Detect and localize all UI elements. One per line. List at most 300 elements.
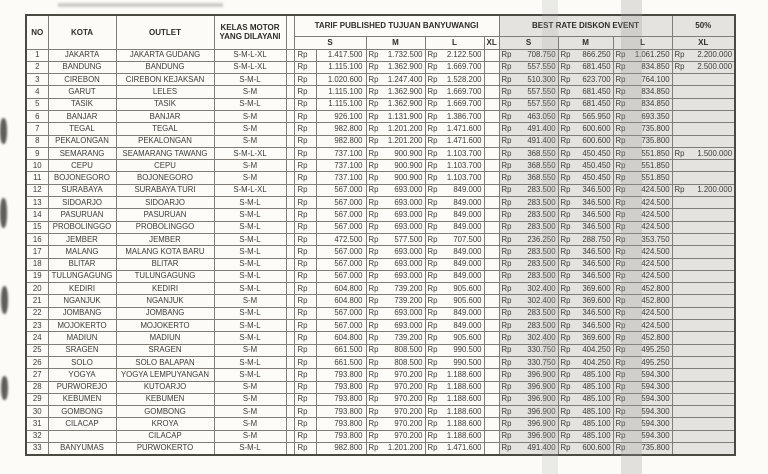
spacer-cell: [286, 110, 294, 122]
amount-value: 557.550: [527, 62, 556, 72]
currency-prefix: Rp: [615, 259, 626, 269]
currency-prefix: Rp: [427, 234, 438, 244]
currency-prefix: Rp: [674, 50, 685, 60]
amount-value: 594.300: [641, 369, 670, 379]
amount-value: 1.188.600: [446, 406, 482, 416]
currency-prefix: Rp: [615, 406, 626, 416]
kota-cell: KEBUMEN: [48, 393, 116, 405]
tarif-s-currency: Rp: [294, 381, 316, 393]
tarif-l-cell: [425, 110, 484, 122]
amount-value: 424.500: [641, 320, 670, 330]
spacer-cell: [286, 233, 294, 245]
amount-value: 1.669.700: [446, 99, 482, 109]
best-rate-s-cell: [499, 295, 558, 307]
currency-prefix: Rp: [560, 443, 571, 453]
amount-value: 424.500: [641, 246, 670, 256]
currency-prefix: Rp: [501, 332, 512, 342]
currency-prefix: Rp: [368, 148, 379, 158]
currency-prefix: Rp: [560, 111, 571, 121]
currency-prefix: Rp: [427, 259, 438, 269]
currency-prefix: Rp: [615, 320, 626, 330]
kota-cell: MADIUN: [48, 332, 116, 344]
currency-prefix: Rp: [368, 357, 379, 367]
currency-prefix: Rp: [501, 271, 512, 281]
best-rate-l-cell: [613, 49, 672, 61]
tarif-l-cell: [425, 381, 484, 393]
currency-prefix: Rp: [501, 431, 512, 441]
amount-value: 450.450: [582, 148, 611, 158]
fifty-percent-xl-cell: [672, 209, 735, 221]
currency-prefix: Rp: [427, 357, 438, 367]
kota-cell: TASIK: [48, 98, 116, 110]
amount-value: 1.201.200: [387, 443, 423, 453]
spacer-cell: [286, 356, 294, 368]
outlet-cell: KROYA: [116, 418, 214, 430]
kelas-motor-cell: S-M: [214, 393, 286, 405]
tarif-l-cell: [425, 356, 484, 368]
best-rate-l-cell: [613, 443, 672, 455]
tarif-s-currency: Rp: [294, 135, 316, 147]
kelas-motor-cell: S-M: [214, 160, 286, 172]
tarif-m-cell: [366, 307, 425, 319]
row-number: 6: [26, 110, 48, 122]
tarif-l-cell: [425, 369, 484, 381]
table-row: [26, 61, 735, 73]
best-rate-m-cell: [558, 110, 613, 122]
table-row: [26, 221, 735, 233]
tarif-s-value: 1.020.600: [316, 74, 366, 86]
tarif-s-value: 793.800: [316, 418, 366, 430]
tarif-xl-cell: [484, 110, 499, 122]
amount-value: 283.500: [527, 210, 556, 219]
tarif-m-cell: [366, 418, 425, 430]
currency-prefix: Rp: [501, 210, 512, 219]
tarif-s-currency: Rp: [294, 369, 316, 381]
col-header-kota: KOTA: [48, 15, 116, 49]
outlet-cell: CILACAP: [116, 430, 214, 442]
tarif-m-cell: [366, 430, 425, 442]
amount-value: 369.600: [582, 283, 611, 293]
tarif-s-value: 604.800: [316, 332, 366, 344]
currency-prefix: Rp: [368, 173, 379, 183]
currency-prefix: Rp: [368, 111, 379, 121]
currency-prefix: Rp: [368, 382, 379, 392]
tarif-xl-cell: [484, 344, 499, 356]
currency-prefix: Rp: [427, 308, 438, 318]
group-header-fifty-percent: 50%: [672, 15, 735, 36]
amount-value: 452.800: [641, 296, 670, 306]
amount-value: 302.400: [527, 283, 556, 293]
tarif-s-value: 1.417.500: [316, 49, 366, 61]
tarif-l-cell: [425, 246, 484, 258]
best-rate-m-cell: [558, 172, 613, 184]
tarif-xl-cell: [484, 209, 499, 221]
table-row: [26, 369, 735, 381]
tarif-s-currency: Rp: [294, 246, 316, 258]
best-rate-l-cell: [613, 135, 672, 147]
tarif-xl-cell: [484, 356, 499, 368]
currency-prefix: Rp: [368, 234, 379, 244]
kelas-motor-cell: S-M-L: [214, 356, 286, 368]
amount-value: 834.850: [641, 87, 670, 97]
best-rate-l-cell: [613, 246, 672, 258]
row-number: 24: [26, 332, 48, 344]
amount-value: 970.200: [394, 431, 423, 441]
tarif-m-cell: [366, 160, 425, 172]
kelas-motor-cell: S-M-L-XL: [214, 61, 286, 73]
amount-value: 1.500.000: [697, 148, 733, 158]
currency-prefix: Rp: [501, 296, 512, 306]
currency-prefix: Rp: [368, 136, 379, 146]
outlet-cell: PASURUAN: [116, 209, 214, 221]
amount-value: 1.362.900: [387, 99, 423, 109]
amount-value: 424.500: [641, 308, 670, 318]
best-rate-l-cell: [613, 344, 672, 356]
tarif-s-currency: Rp: [294, 344, 316, 356]
best-rate-m-cell: [558, 74, 613, 86]
kelas-motor-cell: S-M-L: [214, 369, 286, 381]
outlet-cell: PEKALONGAN: [116, 135, 214, 147]
amount-value: 1.061.250: [634, 50, 670, 60]
scanned-sheet: [25, 14, 736, 456]
currency-prefix: Rp: [501, 357, 512, 367]
amount-value: 346.500: [582, 185, 611, 195]
best-rate-m-cell: [558, 197, 613, 209]
tarif-m-cell: [366, 233, 425, 245]
subheader-tarif-m: M: [366, 36, 425, 49]
tarif-l-cell: [425, 160, 484, 172]
amount-value: 970.200: [394, 419, 423, 429]
amount-value: 900.900: [394, 148, 423, 158]
amount-value: 693.350: [641, 111, 670, 121]
amount-value: 849.000: [453, 246, 482, 256]
kota-cell: JEMBER: [48, 233, 116, 245]
amount-value: 283.500: [527, 320, 556, 330]
amount-value: 1.188.600: [446, 382, 482, 392]
tarif-m-cell: [366, 246, 425, 258]
spacer-cell: [286, 172, 294, 184]
amount-value: 577.500: [394, 234, 423, 244]
amount-value: 404.250: [582, 345, 611, 355]
tarif-xl-cell: [484, 135, 499, 147]
row-number: 18: [26, 258, 48, 270]
amount-value: 485.100: [582, 419, 611, 429]
tarif-s-currency: Rp: [294, 295, 316, 307]
tarif-s-value: 926.100: [316, 110, 366, 122]
best-rate-m-cell: [558, 270, 613, 282]
amount-value: 424.500: [641, 210, 670, 219]
currency-prefix: Rp: [560, 50, 571, 60]
best-rate-m-cell: [558, 135, 613, 147]
amount-value: 693.000: [394, 259, 423, 269]
currency-prefix: Rp: [427, 332, 438, 342]
amount-value: 764.100: [641, 74, 670, 84]
tarif-l-cell: [425, 123, 484, 135]
tarif-l-cell: [425, 332, 484, 344]
currency-prefix: Rp: [674, 62, 685, 72]
tarif-l-cell: [425, 443, 484, 455]
currency-prefix: Rp: [501, 62, 512, 72]
amount-value: 1.200.000: [697, 185, 733, 195]
fifty-percent-xl-cell: [672, 270, 735, 282]
tarif-m-cell: [366, 406, 425, 418]
currency-prefix: Rp: [368, 210, 379, 219]
amount-value: 368.550: [527, 173, 556, 183]
kota-cell: PASURUAN: [48, 209, 116, 221]
tarif-s-value: 567.000: [316, 270, 366, 282]
tarif-l-cell: [425, 197, 484, 209]
best-rate-s-cell: [499, 110, 558, 122]
amount-value: 557.550: [527, 99, 556, 109]
tarif-s-value: 604.800: [316, 295, 366, 307]
currency-prefix: Rp: [501, 160, 512, 170]
amount-value: 1.103.700: [446, 160, 482, 170]
tarif-s-currency: Rp: [294, 74, 316, 86]
currency-prefix: Rp: [501, 50, 512, 60]
currency-prefix: Rp: [560, 431, 571, 441]
amount-value: 900.900: [394, 173, 423, 183]
row-number: 31: [26, 418, 48, 430]
spacer-cell: [286, 160, 294, 172]
best-rate-l-cell: [613, 418, 672, 430]
amount-value: 739.200: [394, 332, 423, 342]
currency-prefix: Rp: [368, 296, 379, 306]
row-number: 27: [26, 369, 48, 381]
currency-prefix: Rp: [501, 87, 512, 97]
fifty-percent-xl-cell: [672, 406, 735, 418]
currency-prefix: Rp: [427, 419, 438, 429]
currency-prefix: Rp: [501, 136, 512, 146]
row-number: 13: [26, 197, 48, 209]
amount-value: 707.500: [453, 234, 482, 244]
tarif-s-value: 793.800: [316, 430, 366, 442]
row-number: 10: [26, 160, 48, 172]
row-number: 4: [26, 86, 48, 98]
tarif-xl-cell: [484, 283, 499, 295]
currency-prefix: Rp: [615, 50, 626, 60]
amount-value: 396.900: [527, 394, 556, 404]
outlet-cell: MALANG KOTA BARU: [116, 246, 214, 258]
table-row: [26, 418, 735, 430]
kota-cell: BLITAR: [48, 258, 116, 270]
amount-value: 2.122.500: [446, 50, 482, 60]
table-row: [26, 270, 735, 282]
currency-prefix: Rp: [501, 308, 512, 318]
amount-value: 302.400: [527, 296, 556, 306]
amount-value: 834.850: [641, 99, 670, 109]
best-rate-m-cell: [558, 209, 613, 221]
col-header-kelas-motor: KELAS MOTOR YANG DILAYANI: [214, 15, 286, 49]
currency-prefix: Rp: [501, 197, 512, 207]
kelas-motor-cell: S-M: [214, 110, 286, 122]
tarif-l-cell: [425, 172, 484, 184]
spacer-cell: [286, 135, 294, 147]
kota-cell: CEPU: [48, 160, 116, 172]
best-rate-m-cell: [558, 160, 613, 172]
tarif-s-value: 737.100: [316, 172, 366, 184]
amount-value: 681.450: [582, 99, 611, 109]
amount-value: 866.250: [582, 50, 611, 60]
tarif-m-cell: [366, 356, 425, 368]
tarif-s-currency: Rp: [294, 86, 316, 98]
outlet-cell: SRAGEN: [116, 344, 214, 356]
tarif-s-currency: Rp: [294, 61, 316, 73]
amount-value: 369.600: [582, 296, 611, 306]
currency-prefix: Rp: [615, 234, 626, 244]
currency-prefix: Rp: [368, 222, 379, 232]
tarif-s-value: 737.100: [316, 160, 366, 172]
currency-prefix: Rp: [560, 419, 571, 429]
table-row: [26, 381, 735, 393]
amount-value: 808.500: [394, 345, 423, 355]
currency-prefix: Rp: [560, 271, 571, 281]
subheader-fifty-xl: XL: [672, 36, 735, 49]
currency-prefix: Rp: [615, 431, 626, 441]
amount-value: 1.362.900: [387, 87, 423, 97]
kota-cell: SRAGEN: [48, 344, 116, 356]
kelas-motor-cell: S-M-L: [214, 98, 286, 110]
currency-prefix: Rp: [560, 148, 571, 158]
amount-value: 283.500: [527, 259, 556, 269]
kelas-motor-cell: S-M: [214, 86, 286, 98]
amount-value: 1.528.200: [446, 74, 482, 84]
amount-value: 353.750: [641, 234, 670, 244]
spacer-cell: [286, 443, 294, 455]
amount-value: 424.500: [641, 197, 670, 207]
table-row: [26, 356, 735, 368]
tarif-m-cell: [366, 283, 425, 295]
amount-value: 346.500: [582, 210, 611, 219]
kota-cell: MALANG: [48, 246, 116, 258]
amount-value: 485.100: [582, 382, 611, 392]
best-rate-l-cell: [613, 184, 672, 196]
amount-value: 970.200: [394, 406, 423, 416]
kota-cell: JOMBANG: [48, 307, 116, 319]
table-body: [26, 49, 735, 455]
amount-value: 485.100: [582, 431, 611, 441]
outlet-cell: GOMBONG: [116, 406, 214, 418]
currency-prefix: Rp: [560, 123, 571, 133]
currency-prefix: Rp: [368, 271, 379, 281]
tarif-xl-cell: [484, 147, 499, 159]
table-row: [26, 233, 735, 245]
col-header-outlet: OUTLET: [116, 15, 214, 49]
tarif-s-currency: Rp: [294, 418, 316, 430]
kelas-motor-cell: S-M-L-XL: [214, 49, 286, 61]
fifty-percent-xl-cell: [672, 344, 735, 356]
currency-prefix: Rp: [427, 246, 438, 256]
tarif-xl-cell: [484, 369, 499, 381]
amount-value: 396.900: [527, 431, 556, 441]
best-rate-s-cell: [499, 184, 558, 196]
tarif-s-currency: Rp: [294, 258, 316, 270]
tarif-s-currency: Rp: [294, 184, 316, 196]
tarif-l-cell: [425, 61, 484, 73]
best-rate-l-cell: [613, 320, 672, 332]
amount-value: 849.000: [453, 197, 482, 207]
best-rate-m-cell: [558, 344, 613, 356]
currency-prefix: Rp: [560, 332, 571, 342]
subheader-tarif-xl: XL: [484, 36, 499, 49]
spacer-cell: [286, 147, 294, 159]
subheader-best-l: L: [613, 36, 672, 49]
tarif-xl-cell: [484, 393, 499, 405]
currency-prefix: Rp: [427, 123, 438, 133]
amount-value: 600.600: [582, 136, 611, 146]
best-rate-s-cell: [499, 443, 558, 455]
tarif-s-currency: Rp: [294, 147, 316, 159]
amount-value: 849.000: [453, 259, 482, 269]
tarif-xl-cell: [484, 295, 499, 307]
tarif-s-value: 567.000: [316, 197, 366, 209]
outlet-cell: CIREBON KEJAKSAN: [116, 74, 214, 86]
tarif-s-value: 793.800: [316, 393, 366, 405]
currency-prefix: Rp: [501, 443, 512, 453]
tarif-xl-cell: [484, 332, 499, 344]
outlet-cell: NGANJUK: [116, 295, 214, 307]
amount-value: 849.000: [453, 308, 482, 318]
amount-value: 849.000: [453, 222, 482, 232]
tarif-s-currency: Rp: [294, 307, 316, 319]
tarif-s-value: 793.800: [316, 381, 366, 393]
amount-value: 236.250: [527, 234, 556, 244]
best-rate-m-cell: [558, 356, 613, 368]
outlet-cell: TULUNGAGUNG: [116, 270, 214, 282]
currency-prefix: Rp: [427, 210, 438, 219]
amount-value: 369.600: [582, 332, 611, 342]
tarif-m-cell: [366, 61, 425, 73]
tarif-xl-cell: [484, 443, 499, 455]
currency-prefix: Rp: [615, 62, 626, 72]
amount-value: 900.900: [394, 160, 423, 170]
amount-value: 1.103.700: [446, 148, 482, 158]
amount-value: 551.850: [641, 160, 670, 170]
table-header: [26, 15, 735, 49]
kota-cell: BANDUNG: [48, 61, 116, 73]
amount-value: 594.300: [641, 394, 670, 404]
spacer-cell: [286, 74, 294, 86]
tarif-xl-cell: [484, 197, 499, 209]
tarif-l-cell: [425, 418, 484, 430]
best-rate-m-cell: [558, 430, 613, 442]
tarif-m-cell: [366, 270, 425, 282]
fifty-percent-xl-cell: [672, 283, 735, 295]
outlet-cell: BOJONEGORO: [116, 172, 214, 184]
amount-value: 330.750: [527, 357, 556, 367]
tarif-xl-cell: [484, 61, 499, 73]
amount-value: 346.500: [582, 320, 611, 330]
currency-prefix: Rp: [368, 419, 379, 429]
currency-prefix: Rp: [427, 173, 438, 183]
best-rate-s-cell: [499, 381, 558, 393]
tarif-s-value: 1.115.100: [316, 86, 366, 98]
currency-prefix: Rp: [615, 443, 626, 453]
best-rate-m-cell: [558, 320, 613, 332]
best-rate-m-cell: [558, 307, 613, 319]
outlet-cell: TASIK: [116, 98, 214, 110]
amount-value: 990.500: [453, 357, 482, 367]
best-rate-s-cell: [499, 172, 558, 184]
best-rate-s-cell: [499, 270, 558, 282]
outlet-cell: SURABAYA TURI: [116, 184, 214, 196]
amount-value: 396.900: [527, 419, 556, 429]
amount-value: 1.188.600: [446, 369, 482, 379]
amount-value: 1.188.600: [446, 419, 482, 429]
kota-cell: SURABAYA: [48, 184, 116, 196]
tarif-s-value: 567.000: [316, 209, 366, 221]
kota-cell: NGANJUK: [48, 295, 116, 307]
tarif-s-value: 567.000: [316, 307, 366, 319]
